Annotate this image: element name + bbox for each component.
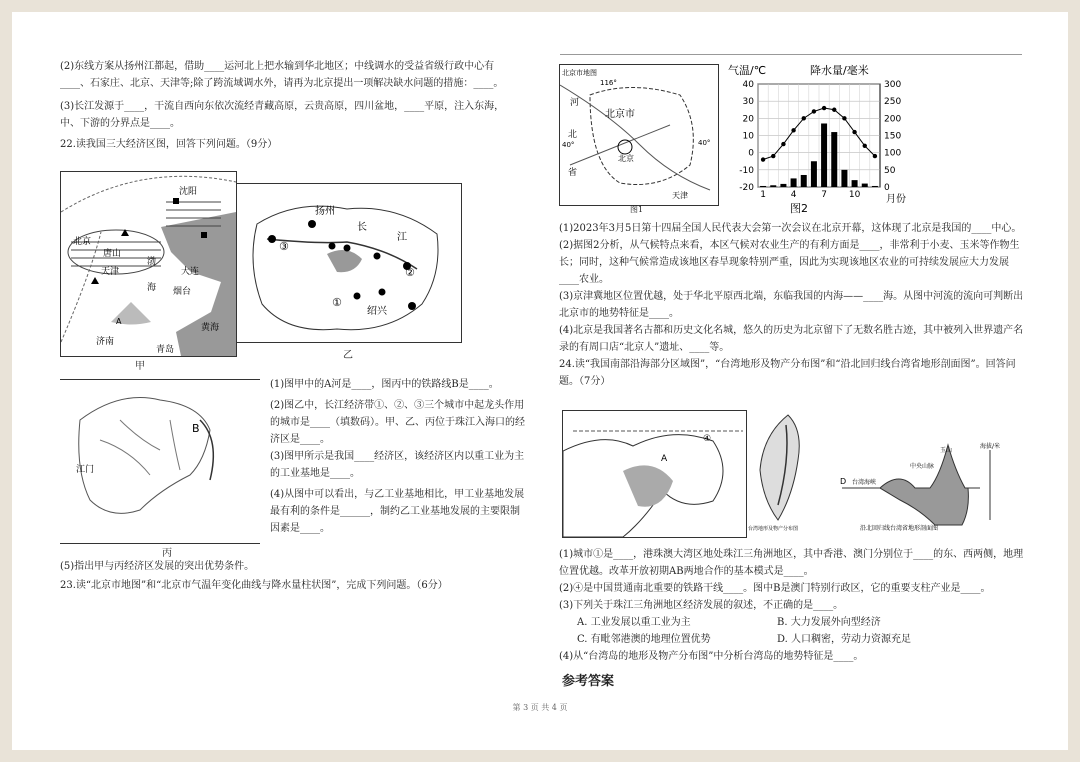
q22-title: 22.读我国三大经济区图，回答下列问题。（9分） bbox=[60, 139, 278, 150]
label-116: 116° bbox=[600, 79, 617, 87]
month-tick-label: 1 bbox=[760, 190, 766, 200]
precip-bar bbox=[811, 161, 817, 187]
label-yangzhou: 扬州 bbox=[315, 206, 335, 217]
q22-subquestions bbox=[270, 376, 525, 537]
label-shaoxing: 绍兴 bbox=[367, 306, 387, 317]
q22-part2: (2)图乙中，长江经济带①、②、③三个城市中起龙头作用的城市是____（填数码）。甲、乙、丙位于珠江入海口的经济区是____。 bbox=[270, 400, 525, 445]
q22-23-block bbox=[60, 558, 520, 594]
figure-taiwan-profile bbox=[840, 440, 1020, 532]
temp-tick-label: 0 bbox=[748, 148, 754, 159]
figure-jia-map bbox=[60, 171, 237, 357]
temp-point bbox=[761, 157, 765, 161]
q24-subquestions bbox=[559, 546, 1025, 665]
label-dalian: 大连 bbox=[181, 267, 200, 277]
label-40-left: 40° bbox=[562, 141, 575, 149]
label-yantai: 烟台 bbox=[173, 287, 192, 297]
temp-tick-label: -10 bbox=[739, 165, 754, 176]
label-huanghai: 黄海 bbox=[201, 323, 220, 333]
q22-part4: (4)从图中可以看出，与乙工业基地相比，甲工业基地发展最有利的条件是______，制约乙工业基地发展的主要限制因素是____。 bbox=[270, 489, 525, 534]
q24-part2: (2)④是中国贯通南北重要的铁路干线____。图中B是澳门特别行政区，它的重要支柱产业是____。 bbox=[559, 583, 991, 594]
caption-jia: 甲 bbox=[135, 361, 145, 372]
label-tangshan: 唐山 bbox=[103, 249, 122, 259]
precip-tick-label: 200 bbox=[884, 114, 902, 125]
precip-bar bbox=[821, 123, 827, 187]
option-d: D. 人口稠密，劳动力资源充足 bbox=[777, 634, 912, 645]
temp-point bbox=[822, 106, 826, 110]
q24-part3: (3)下列关于珠江三角洲地区经济发展的叙述，不正确的是____。 bbox=[559, 600, 844, 611]
precip-bar bbox=[872, 186, 878, 187]
q24-options bbox=[577, 614, 1025, 648]
caption-yi: 乙 bbox=[343, 350, 353, 361]
label-elevation: 海拔/米 bbox=[980, 443, 1001, 450]
temp-point bbox=[842, 116, 846, 120]
profile-caption: 沿北回归线台湾省地形剖面图 bbox=[860, 525, 939, 532]
temp-point bbox=[802, 116, 806, 120]
label-hai: 海 bbox=[147, 283, 157, 293]
precip-bar bbox=[770, 185, 776, 187]
precip-tick-label: 300 bbox=[884, 80, 902, 90]
label-city-3: ③ bbox=[279, 240, 289, 253]
temp-point bbox=[812, 109, 816, 113]
precip-tick-label: 100 bbox=[884, 148, 902, 159]
caption-fig1: 图1 bbox=[630, 205, 644, 214]
temp-point bbox=[771, 154, 775, 158]
q23-part1: (1)2023年3月5日第十四届全国人民代表大会第一次会议在北京开幕，这体现了北京是我国的____中心。 bbox=[559, 223, 1022, 234]
label-tianjin-map1: 天津 bbox=[672, 191, 688, 200]
q23-part4: (4)北京是我国著名古都和历史文化名城，悠久的历史为北京留下了无数名胜古迹，其中被列入世界遗产名录的有周口店“北京人”遗址、____等。 bbox=[559, 325, 1024, 353]
taiwan-svg bbox=[748, 410, 808, 532]
precip-bar bbox=[831, 132, 837, 187]
precip-bar bbox=[841, 170, 847, 187]
temp-point bbox=[781, 142, 785, 146]
label-shenyang: 沈阳 bbox=[179, 187, 198, 197]
caption-bing: 丙 bbox=[162, 548, 172, 559]
temp-tick-label: 30 bbox=[742, 97, 754, 108]
yi-map-svg bbox=[237, 184, 461, 342]
label-d: D bbox=[840, 477, 847, 486]
figure-bing-map bbox=[60, 379, 260, 544]
label-beijing: 北京 bbox=[73, 237, 92, 247]
label-river-a: A bbox=[116, 317, 122, 326]
taiwan-profile-svg bbox=[840, 440, 1020, 532]
option-b: B. 大力发展外向型经济 bbox=[777, 617, 881, 628]
label-bei: 北 bbox=[568, 130, 578, 140]
figure-taiwan-map bbox=[748, 410, 808, 532]
label-railway-4: ④ bbox=[703, 434, 712, 444]
precip-bar bbox=[862, 184, 868, 187]
precip-tick-label: 0 bbox=[884, 183, 890, 193]
month-tick-label: 4 bbox=[790, 190, 797, 200]
label-qingdao: 青岛 bbox=[156, 345, 175, 355]
right-column bbox=[559, 220, 1025, 390]
temp-tick-label: -20 bbox=[739, 183, 754, 193]
month-axis-label: 月份 bbox=[886, 194, 906, 205]
figure-yi-map bbox=[236, 183, 462, 343]
temp-tick-label: 20 bbox=[742, 114, 754, 125]
map1-title: 北京市地图 bbox=[562, 69, 597, 77]
temp-tick-label: 10 bbox=[742, 131, 754, 142]
temp-point bbox=[852, 130, 856, 134]
label-railway-b: B bbox=[192, 422, 200, 435]
q24-title: 24.读“我国南部沿海部分区域图”，“台湾地形及物产分布图”和“沿北回归线台湾省地形剖面图”。回答问题。（7分） bbox=[559, 359, 1016, 387]
temp-point bbox=[863, 144, 867, 148]
label-jinan: 济南 bbox=[96, 337, 115, 347]
precip-tick-label: 150 bbox=[884, 131, 902, 142]
precip-bar bbox=[801, 175, 807, 187]
taiwan-map-caption: 台湾地形及物产分布图 bbox=[748, 526, 799, 532]
q24-part4: (4)从“台湾岛的地形及物产分布图”中分析台湾岛的地势特征是____。 bbox=[559, 651, 864, 662]
precip-bar bbox=[780, 184, 786, 187]
label-strait: 台湾海峡 bbox=[852, 479, 877, 486]
label-tianjin: 天津 bbox=[101, 267, 120, 277]
header-rule bbox=[560, 54, 1022, 55]
temp-point bbox=[791, 128, 795, 132]
precip-tick-label: 50 bbox=[884, 165, 896, 176]
q22-part5: (5)指出甲与丙经济区发展的突出优势条件。 bbox=[60, 561, 255, 572]
label-he: 河 bbox=[570, 98, 580, 108]
precip-bar bbox=[791, 178, 797, 187]
q23-part3: (3)京津冀地区位置优越，处于华北平原西北端，东临我国的内海——____海。从图中河流的流向可判断出北京市的地势特征是____。 bbox=[559, 291, 1024, 319]
month-tick-label: 7 bbox=[821, 190, 827, 200]
q22-part1: (1)图甲中的A河是____，图丙中的铁路线B是____。 bbox=[270, 379, 499, 390]
label-beijing-center: 北京 bbox=[618, 154, 634, 163]
left-column bbox=[60, 58, 510, 153]
label-bo: 渤 bbox=[147, 257, 157, 267]
label-yushan: 玉山 bbox=[940, 447, 953, 454]
jia-map-svg bbox=[61, 172, 236, 356]
label-city-1: ① bbox=[332, 296, 342, 309]
label-beijing-city: 北京市 bbox=[605, 109, 635, 120]
temp-point bbox=[832, 108, 836, 112]
label-central-range: 中央山脉 bbox=[910, 463, 935, 470]
label-jiang: 江 bbox=[397, 232, 407, 243]
q23-title: 23.读“北京市地图”和“北京市气温年变化曲线与降水量柱状图”，完成下列问题。（6分） bbox=[60, 580, 448, 591]
q24-part1: (1)城市①是____，港珠澳大湾区地处珠江三角洲地区，其中香港、澳门分别位于____的东、西两侧，地理位置优越。改革开放初期AB两地合作的基本模式是____。 bbox=[559, 549, 1024, 577]
precip-bar bbox=[852, 180, 858, 187]
precip-tick-label: 250 bbox=[884, 97, 902, 108]
precip-axis-label: 降水量/毫米 bbox=[810, 64, 869, 77]
climate-chart-svg bbox=[720, 62, 920, 217]
label-sheng: 省 bbox=[568, 168, 578, 178]
label-chang: 长 bbox=[357, 222, 367, 233]
figure-beijing-map bbox=[559, 64, 719, 206]
answer-title: 参考答案 bbox=[562, 674, 615, 689]
label-hk-a: A bbox=[661, 454, 668, 464]
month-tick-label: 10 bbox=[848, 190, 861, 200]
temp-axis-label: 气温/℃ bbox=[728, 64, 767, 77]
label-40-right: 40° bbox=[698, 139, 711, 147]
temp-tick-label: 40 bbox=[742, 80, 754, 90]
figure-climate-chart bbox=[720, 62, 920, 217]
q21-part2: (2)东线方案从扬州江都起，借助____运河北上把水输到华北地区；中线调水的受益省级行政中心有____、石家庄、北京、天津等;除了跨流域调水外，请再为北京提出一项解决缺水问题的措施：____。 bbox=[60, 61, 504, 89]
bing-map-svg bbox=[60, 380, 260, 543]
precip-bar bbox=[760, 186, 766, 187]
label-jiangmen: 江门 bbox=[76, 465, 95, 475]
option-a: A. 工业发展以重工业为主 bbox=[577, 617, 691, 628]
south-coast-svg bbox=[563, 411, 746, 537]
q22-part3: (3)图甲所示是我国____经济区，该经济区内以重工业为主的工业基地是____。 bbox=[270, 451, 525, 479]
q21-part3: (3)长江发源于____，干流自西向东依次流经青藏高原，云贵高原，四川盆地，____平原，注入东海，中、下游的分界点是____。 bbox=[60, 101, 505, 129]
option-c: C. 有毗邻港澳的地理位置优势 bbox=[577, 634, 711, 645]
beijing-map-svg bbox=[560, 65, 718, 205]
temp-point bbox=[873, 154, 877, 158]
label-city-2: ② bbox=[405, 266, 415, 279]
caption-fig2: 图2 bbox=[790, 202, 808, 215]
page-number: 第 3 页 共 4 页 bbox=[512, 703, 568, 712]
figure-south-coast-map bbox=[562, 410, 747, 538]
q23-part2: (2)据图2分析，从气候特点来看，本区气候对农业生产的有利方面是____，非常利于小麦、玉米等作物生长；同时，这种气候常造成该地区春旱现象特别严重，因此为实现该地区农业的可持续发展应大力发展____农业。 bbox=[559, 240, 1020, 285]
